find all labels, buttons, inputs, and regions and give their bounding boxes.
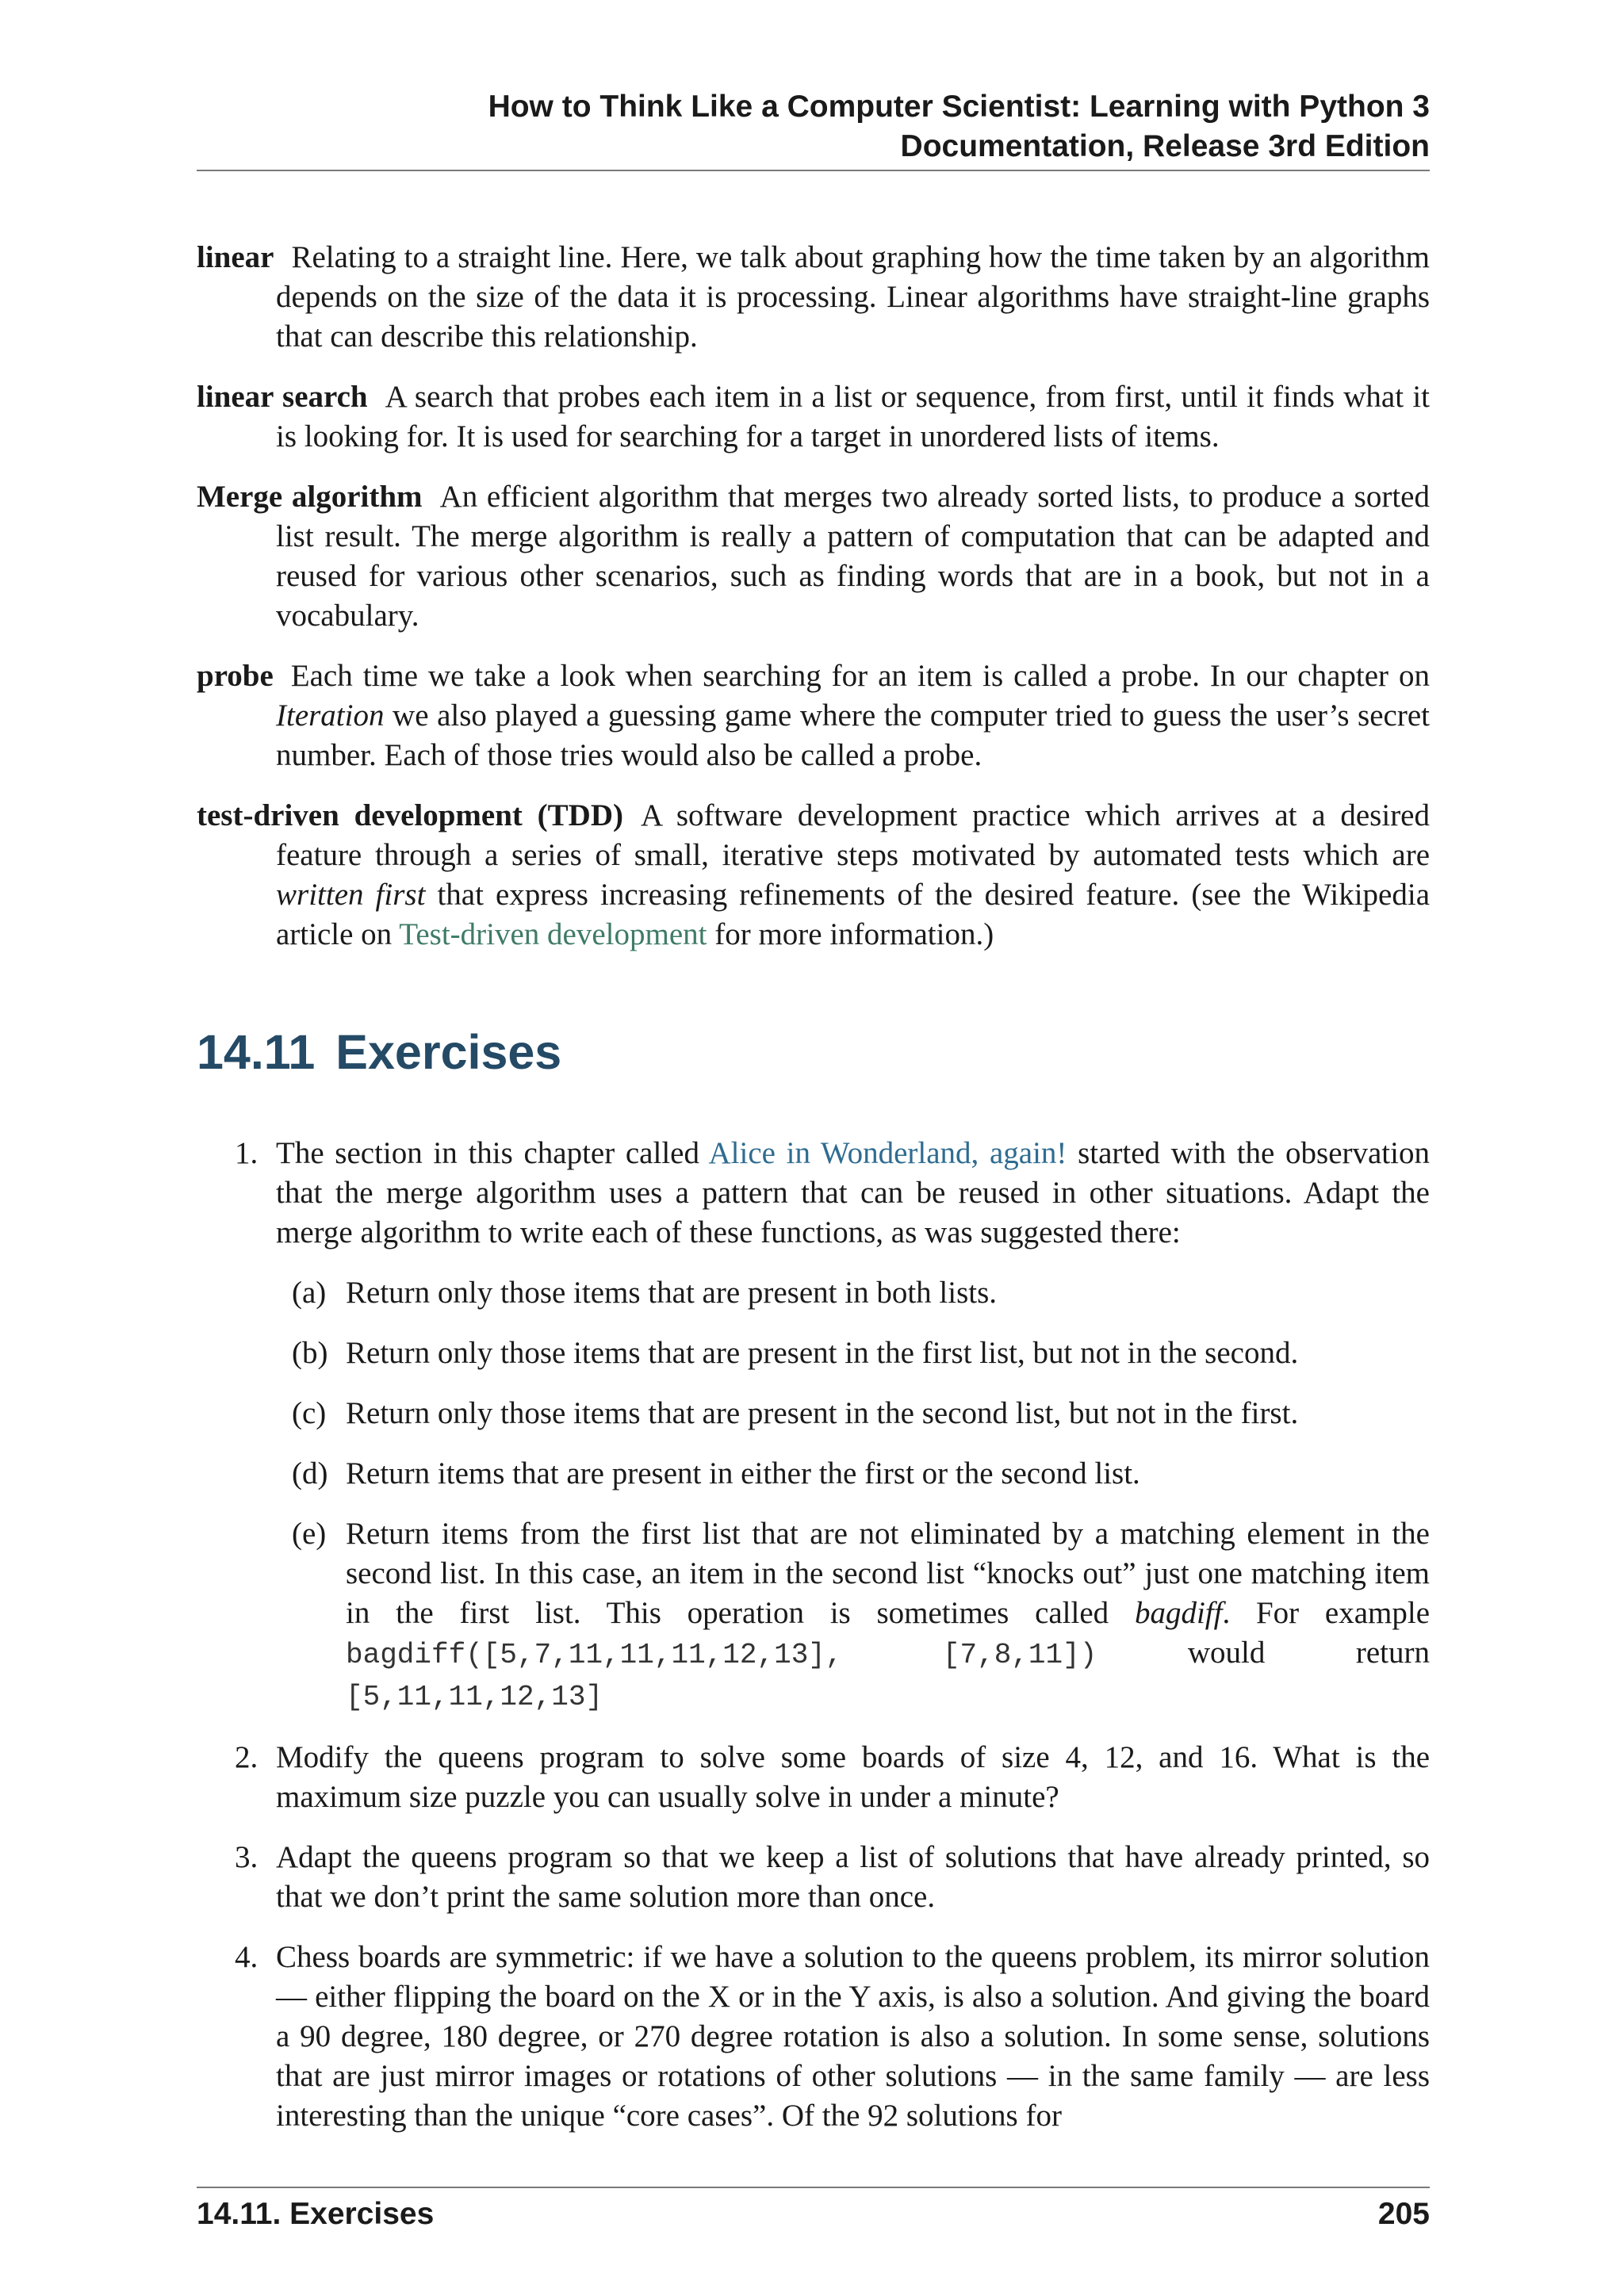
alice-in-wonderland-link[interactable]: Alice in Wonderland, again!: [708, 1136, 1067, 1170]
glossary-definition: A software development practice which arrives at a desired feature through a series of small, iterative steps motivated by automated tests which are: [276, 798, 1430, 872]
footer-divider: [197, 2187, 1430, 2188]
exercise-text: Modify the queens program to solve some boards of size 4, 12, and 16. What is the maximum size puzzle you can usually solve in under a minute?: [276, 1740, 1430, 1814]
sub-exercise-text: Return items from the first list that are not eliminated by a matching element in the second list. In this case, an item in the second list “knocks out” just one matching item in the first list. This operation is sometimes called: [346, 1517, 1430, 1630]
code-snippet: bagdiff([5,7,11,11,11,12,13], [7,8,11]): [346, 1639, 1097, 1671]
sub-exercise-item: [276, 1454, 1430, 1494]
exercise-number: 2.: [235, 1740, 259, 1774]
glossary-definition: Each time we take a look when searching for an item is called a probe. In our chapter on: [290, 659, 1430, 693]
glossary-entry-tdd: [197, 796, 1430, 955]
glossary-list: [197, 238, 1430, 975]
sub-exercise-item: [276, 1394, 1430, 1433]
glossary-definition-cont: we also played a guessing game where the computer tried to guess the user’s secret number. Each of those tries would also be called a probe.: [276, 698, 1430, 772]
code-snippet: [5,11,11,12,13]: [346, 1681, 603, 1713]
glossary-entry-probe: [197, 656, 1430, 775]
exercise-number: 4.: [235, 1940, 259, 1974]
page-number: 205: [1377, 2197, 1430, 2231]
glossary-entry-linear: [197, 238, 1430, 357]
sub-exercise-text: Return only those items that are present in the second list, but not in the first.: [346, 1396, 1299, 1430]
exercise-text: [276, 1134, 1430, 1253]
sub-exercise-label: (b): [292, 1336, 328, 1370]
footer-section-label: 14.11. Exercises: [197, 2197, 435, 2231]
exercise-text: Chess boards are symmetric: if we have a solution to the queens problem, its mirror solution — either flipping the board on the X or in the Y axis, is also a solution. And giving the board a 90 degree, 180 degree, or 270 degree rotation is also a solution. In some sense, solutions that are just mirror images or rotations of other solutions — in the same family — are less interesting than the unique “core cases”. Of the 92 solutions for: [276, 1940, 1430, 2133]
bagdiff-emphasis: bagdiff: [1134, 1596, 1223, 1630]
header-line-1: How to Think Like a Computer Scientist: Learning with Python 3: [488, 90, 1430, 124]
glossary-term: probe: [197, 659, 274, 693]
header-divider: [197, 170, 1430, 171]
exercise-item: [197, 1134, 1430, 1717]
sub-exercise-text-cont: would return: [1097, 1636, 1431, 1670]
sub-exercise-text: Return only those items that are present in the first list, but not in the second.: [346, 1336, 1299, 1370]
sub-exercise-label: (c): [292, 1396, 327, 1430]
section-number: 14.11: [197, 1025, 316, 1079]
exercise-text-part: started with the observation that the merge algorithm uses a pattern that can be reused in other situations. Adapt the merge algorithm to write each of these functions, as was suggested there:: [276, 1136, 1430, 1249]
exercise-number: 3.: [235, 1840, 259, 1874]
glossary-definition: A search that probes each item in a list or sequence, from first, until it finds what it is looking for. It is used for searching for a target in unordered lists of items.: [276, 380, 1430, 453]
tdd-wikipedia-link[interactable]: Test-driven development: [399, 917, 707, 951]
sub-exercise-label: (e): [292, 1517, 327, 1551]
glossary-entry-linear-search: [197, 377, 1430, 457]
exercise-text-part: The section in this chapter called: [276, 1136, 709, 1170]
sub-exercise-text: Return only those items that are present in both lists.: [346, 1276, 998, 1310]
sub-exercise-label: (a): [292, 1276, 327, 1310]
glossary-definition-cont: that express increasing refinements of the desired feature. (see the Wikipedia article on: [276, 878, 1431, 951]
glossary-emphasis: written first: [276, 878, 426, 912]
exercise-list: [197, 1134, 1430, 2156]
glossary-emphasis: Iteration: [276, 698, 385, 733]
glossary-definition-end: for more information.): [707, 917, 994, 951]
sub-exercise-item: [276, 1514, 1430, 1717]
sub-exercise-text: Return items that are present in either the first or the second list.: [346, 1456, 1140, 1490]
glossary-term: linear: [197, 240, 274, 274]
exercise-item: [197, 1838, 1430, 1917]
section-title: Exercises: [335, 1025, 562, 1079]
exercise-item: [197, 1938, 1430, 2136]
document-page: [197, 0, 1430, 2296]
section-heading: [197, 1023, 561, 1081]
exercise-number: 1.: [235, 1136, 259, 1170]
glossary-term: linear search: [197, 380, 368, 414]
glossary-term: Merge algorithm: [197, 480, 423, 514]
exercise-item: [197, 1738, 1430, 1817]
header-line-2: Documentation, Release 3rd Edition: [900, 129, 1430, 163]
sub-exercise-list: [276, 1273, 1430, 1717]
sub-exercise-item: [276, 1334, 1430, 1373]
sub-exercise-label: (d): [292, 1456, 328, 1490]
sub-exercise-item: [276, 1273, 1430, 1313]
glossary-definition: Relating to a straight line. Here, we talk about graphing how the time taken by an algorithm depends on the size of the data it is processing. Linear algorithms have straight-line graphs that can describe this relationship.: [276, 240, 1430, 354]
exercise-text: Adapt the queens program so that we keep a list of solutions that have already printed, so that we don’t print the same solution more than once.: [276, 1840, 1430, 1914]
running-header: [488, 87, 1430, 166]
glossary-term: test-driven development (TDD): [197, 798, 624, 832]
glossary-entry-merge-algorithm: [197, 477, 1430, 636]
glossary-definition: An efficient algorithm that merges two already sorted lists, to produce a sorted list result. The merge algorithm is really a pattern of computation that can be adapted and reused for various other scenarios, such as finding words that are in a book, but not in a vocabulary.: [276, 480, 1430, 633]
sub-exercise-text-cont: . For example: [1222, 1596, 1431, 1630]
